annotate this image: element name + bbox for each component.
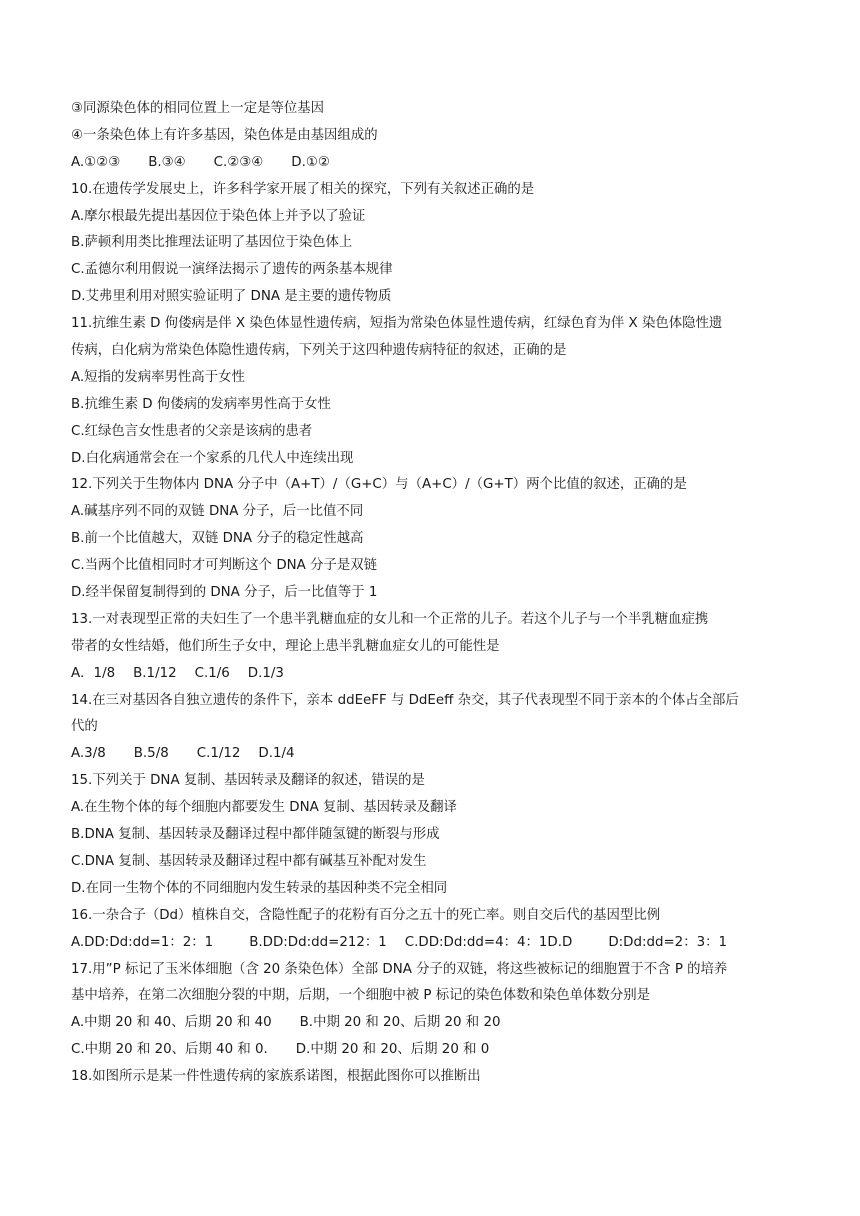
q13-option-c: C.1/6	[194, 665, 230, 681]
q17-options-cd	[71, 1037, 793, 1064]
q14-stem-line1: 14.在三对基因各自独立遗传的条件下，亲本 ddEeFF 与 DdEeff 杂交，其子代表现型不同于亲本的个体占全部后	[71, 692, 739, 708]
q9-option-b: B.③④	[148, 154, 186, 170]
question-text-block	[71, 96, 793, 1091]
q9-option-a: A.①②③	[71, 154, 121, 170]
q17-stem-line1: 17.用”P 标记了玉米体细胞（含 20 条染色体）全部 DNA 分子的双链，将这些被标记的细胞置于不含 P 的培养	[71, 961, 728, 977]
q17-option-b: B.中期 20 和 20、后期 20 和 20	[299, 1015, 501, 1031]
q13-stem-line2: 带者的女性结婚，他们所生子女中，理论上患半乳糖血症女儿的可能性是	[71, 638, 500, 654]
q14-options	[71, 741, 793, 768]
q17-options-ab	[71, 1010, 793, 1037]
q10-option-d: D.艾弗里利用对照实验证明了 DNA 是主要的遗传物质	[71, 289, 392, 305]
q13-option-a: A．1/8	[71, 665, 116, 681]
q12-option-c: C.当两个比值相同时才可判断这个 DNA 分子是双链	[71, 558, 378, 574]
q13-option-d: D.1/3	[247, 665, 284, 681]
q9-option-c: C.②③④	[213, 154, 264, 170]
q13-option-b: B.1/12	[133, 665, 177, 681]
q15-option-c: C.DNA 复制、基因转录及翻译过程中都有碱基互补配对发生	[71, 853, 427, 869]
q11-option-b: B.抗维生素 D 佝偻病的发病率男性高于女性	[71, 396, 331, 412]
q16-option-c: C.DD:Dd:dd=4：4：1D.D	[404, 934, 573, 950]
q11-stem-line2: 传病，白化病为常染色体隐性遗传病，下列关于这四种遗传病特征的叙述，正确的是	[71, 343, 567, 359]
q12-option-a: A.碱基序列不同的双链 DNA 分子，后一比值不同	[71, 504, 364, 520]
q10-option-c: C.孟德尔利用假说一演绎法揭示了遗传的两条基本规律	[71, 262, 393, 278]
q16-option-b: B.DD:Dd:dd=212：1	[249, 934, 387, 950]
q13-stem-line1: 13.一对表现型正常的夫妇生了一个患半乳糖血症的女儿和一个正常的儿子。若这个儿子与一个半乳糖血症携	[71, 611, 709, 627]
q10-stem: 10.在遗传学发展史上，许多科学家开展了相关的探究，下列有关叙述正确的是	[71, 181, 535, 197]
q14-option-b: B.5/8	[133, 746, 169, 762]
q16-option-d: D:Dd:dd=2：3：1	[608, 934, 728, 950]
q11-option-a: A.短指的发病率男性高于女性	[71, 369, 245, 385]
q15-option-a: A.在生物个体的每个细胞内都要发生 DNA 复制、基因转录及翻译	[71, 800, 457, 816]
q14-stem-line2: 代的	[71, 719, 98, 735]
q16-stem: 16.一杂合子（Dd）植株自交，含隐性配子的花粉有百分之五十的死亡率。则自交后代的基因型比例	[71, 907, 661, 923]
q11-option-c: C.红绿色言女性患者的父亲是该病的患者	[71, 423, 313, 439]
q9-option-d: D.①②	[291, 154, 330, 170]
q15-stem: 15.下列关于 DNA 复制、基因转录及翻译的叙述，错误的是	[71, 773, 425, 789]
q10-option-a: A.摩尔根最先提出基因位于染色体上并予以了验证	[71, 208, 366, 224]
q12-option-b: B.前一个比值越大，双链 DNA 分子的稳定性越高	[71, 531, 364, 547]
q15-option-b: B.DNA 复制、基因转录及翻译过程中都伴随氢键的断裂与形成	[71, 827, 440, 843]
q11-option-d: D.白化病通常会在一个家系的几代人中连续出现	[71, 450, 354, 466]
q14-option-d: D.1/4	[258, 746, 295, 762]
q17-option-c: C.中期 20 和 20、后期 40 和 0.	[71, 1042, 268, 1058]
q14-option-a: A.3/8	[71, 746, 106, 762]
statement-4: ④一条染色体上有许多基因，染色体是由基因组成的	[71, 127, 378, 143]
q9-options	[71, 150, 793, 177]
q13-options	[71, 661, 793, 688]
q17-option-a: A.中期 20 和 40、后期 20 和 40	[71, 1015, 272, 1031]
q12-option-d: D.经半保留复制得到的 DNA 分子，后一比值等于 1	[71, 585, 378, 601]
statement-3: ③同源染色体的相同位置上一定是等位基因	[71, 101, 325, 116]
q15-option-d: D.在同一生物个体的不同细胞内发生转录的基因种类不完全相同	[71, 880, 448, 896]
q11-stem-line1: 11.抗维生素 D 佝偻病是伴 X 染色体显性遗传病，短指为常染色体显性遗传病，红绿色育为伴 X 染色体隐性遗	[71, 316, 723, 332]
q14-option-c: C.1/12	[196, 746, 241, 762]
q17-stem-line2: 基中培养，在第二次细胞分裂的中期，后期，一个细胞中被 P 标记的染色体数和染色单体数分别是	[71, 988, 650, 1004]
q12-stem: 12.下列关于生物体内 DNA 分子中（A+T）/（G+C）与（A+C）/（G+T）两个比值的叙述，正确的是	[71, 477, 687, 493]
q10-option-b: B.萨顿利用类比推理法证明了基因位于染色体上	[71, 235, 353, 251]
q18-stem: 18.如图所示是某一件性遗传病的家族系诺图，根据此图你可以推断出	[71, 1069, 481, 1085]
q17-option-d: D.中期 20 和 20、后期 20 和 0	[295, 1042, 490, 1058]
q16-options	[71, 930, 793, 957]
q16-option-a: A.DD:Dd:dd=1：2：1	[71, 934, 214, 950]
